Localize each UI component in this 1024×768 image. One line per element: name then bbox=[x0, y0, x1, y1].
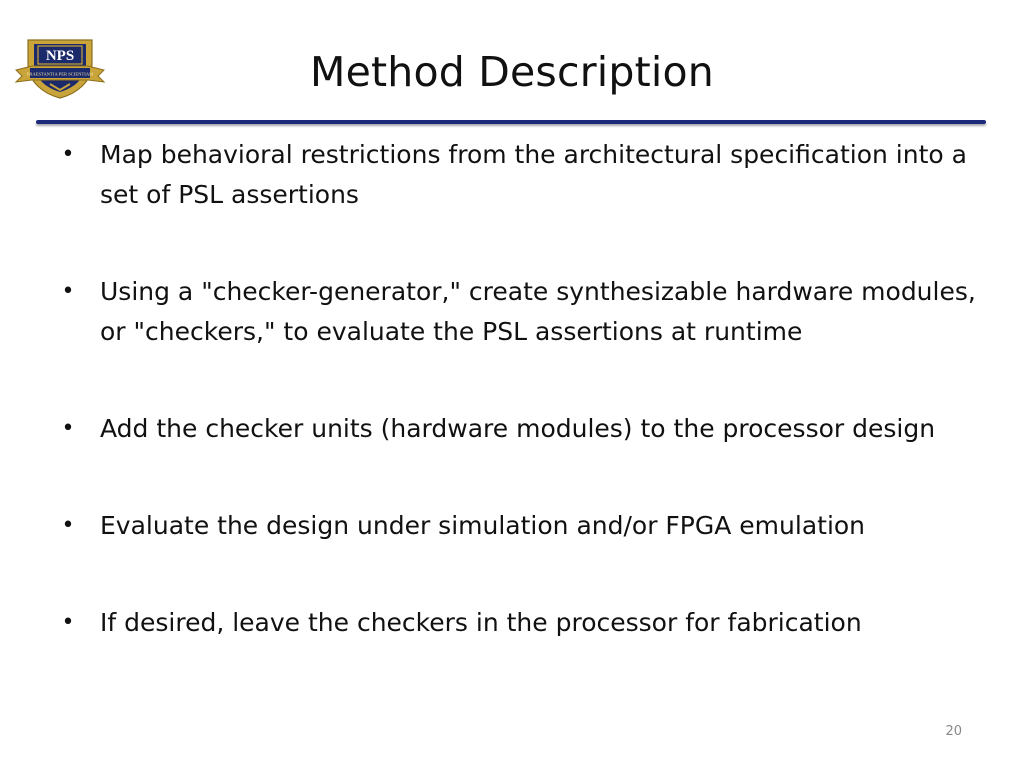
page-number: 20 bbox=[945, 724, 962, 739]
bullet-text: Add the checker units (hardware modules) to the processor design bbox=[100, 414, 936, 443]
list-item bbox=[58, 506, 978, 546]
bullet-text: Map behavioral restrictions from the architectural specification into a set of PSL assertions bbox=[100, 140, 967, 209]
logo-motto: PRAESTANTIA PER SCIENTIAM bbox=[26, 71, 94, 77]
list-item bbox=[58, 272, 978, 352]
bullet-icon: • bbox=[61, 279, 75, 304]
title-divider bbox=[36, 120, 986, 124]
bullet-text: Evaluate the design under simulation and/or FPGA emulation bbox=[100, 511, 866, 540]
bullet-text: If desired, leave the checkers in the processor for fabrication bbox=[100, 608, 862, 637]
bullet-icon: • bbox=[61, 142, 75, 167]
bullet-icon: • bbox=[61, 416, 75, 441]
bullet-icon: • bbox=[61, 610, 75, 635]
list-item bbox=[58, 603, 978, 643]
list-item bbox=[58, 409, 978, 449]
list-item bbox=[58, 135, 978, 215]
logo-text: NPS bbox=[45, 48, 75, 64]
bullet-text: Using a "checker-generator," create synthesizable hardware modules, or "checkers," to evaluate the PSL assertions at runtime bbox=[100, 277, 976, 346]
bullet-icon: • bbox=[61, 513, 75, 538]
slide-title: Method Description bbox=[310, 48, 714, 96]
bullet-list bbox=[58, 135, 978, 643]
